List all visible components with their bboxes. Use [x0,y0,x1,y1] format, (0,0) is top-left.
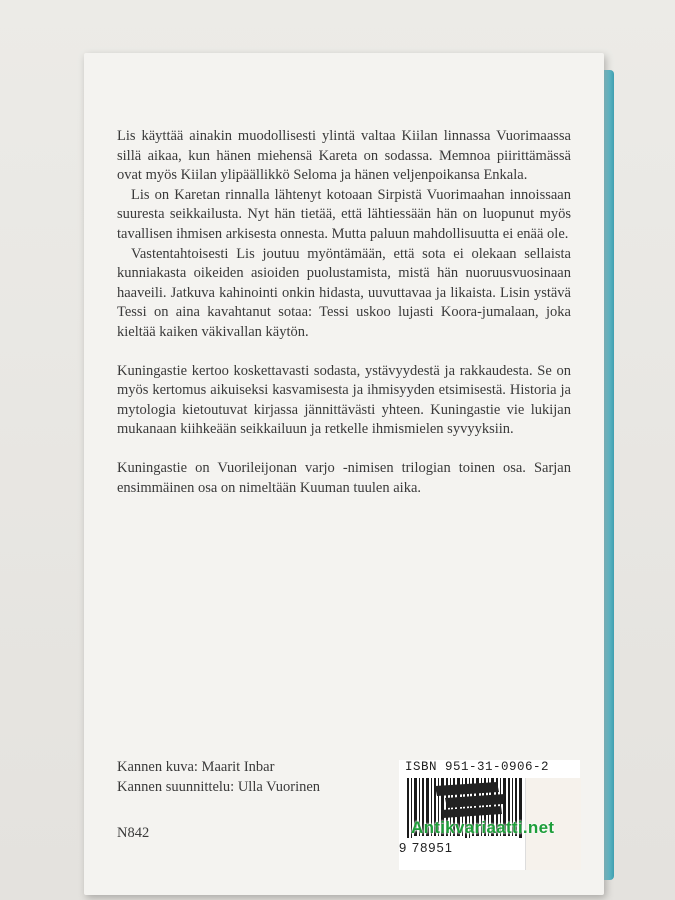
blurb-paragraph-4: Kuningastie kertoo koskettavasti sodasta, ystävyydestä ja rakkaudesta. Se on myös kertomus aikuiseksi kasvamisesta ja ihmisyyden etsimisestä. Historia ja mytologia kietoutuvat kirjassa jännittävästi yhteen. Kuningastie vie lukijan mukanaan kiihkeään seikkailuun ja retkelle ihmismielen syvyyksiin. [117,362,571,438]
cover-design-credit: Kannen suunnittelu: Ulla Vuorinen [117,778,321,795]
watermark-text: Antikvariaatti.net [411,818,555,837]
blurb-text [117,127,571,498]
cover-image-credit: Kannen kuva: Maarit Inbar [117,759,275,775]
book-spine-edge [604,70,614,880]
blurb-paragraph-3: Vastentahtoisesti Lis joutuu myöntämään, että sota ei olekaan sellaista kunniakasta oikeiden asioiden puolustamista, mistä hän nuoruusvuosinaan haaveili. Jatkuva kahinointi onkin hidasta, uuvuttavaa ja likaista. Lisin ystävä Tessi on aina kavahtanut sotaa: Tessi uskoo lujasti Koora-jumalaan, joka kieltää kaiken väkivallan käytön. [117,245,571,340]
blurb-paragraph-5: Kuningastie on Vuorileijonan varjo -nimisen trilogian toinen osa. Sarjan ensimmäinen osa on nimeltään Kuuman tuulen aika. [117,459,571,496]
product-code: N842 [117,825,150,841]
credits [117,758,320,797]
barcode-area [399,760,580,870]
blurb-paragraph-1: Lis käyttää ainakin muodollisesti ylintä valtaa Kiilan linnassa Vuorimaassa sillä aikaa, kun hänen miehensä Kareta on sodassa. Memnoa piirittämässä ovat myös Kiilan ylipäällikkö Seloma ja hänen veljenpoikansa Enkala. [117,128,571,184]
isbn-label: ISBN 951-31-0906-2 [405,760,550,774]
blurb-paragraph-2: Lis on Karetan rinnalla lähtenyt kotoaan Sirpistä Vuorimaahan innoissaan suuresta seikkailusta. Nyt hän tietää, että lähtiessään hän on luopunut myös tavallisen ihmisen arkisesta onnesta. Mutta paluun mahdollisuutta ei enää ole. [117,186,571,242]
barcode-digits: 9 78951 [399,840,453,855]
